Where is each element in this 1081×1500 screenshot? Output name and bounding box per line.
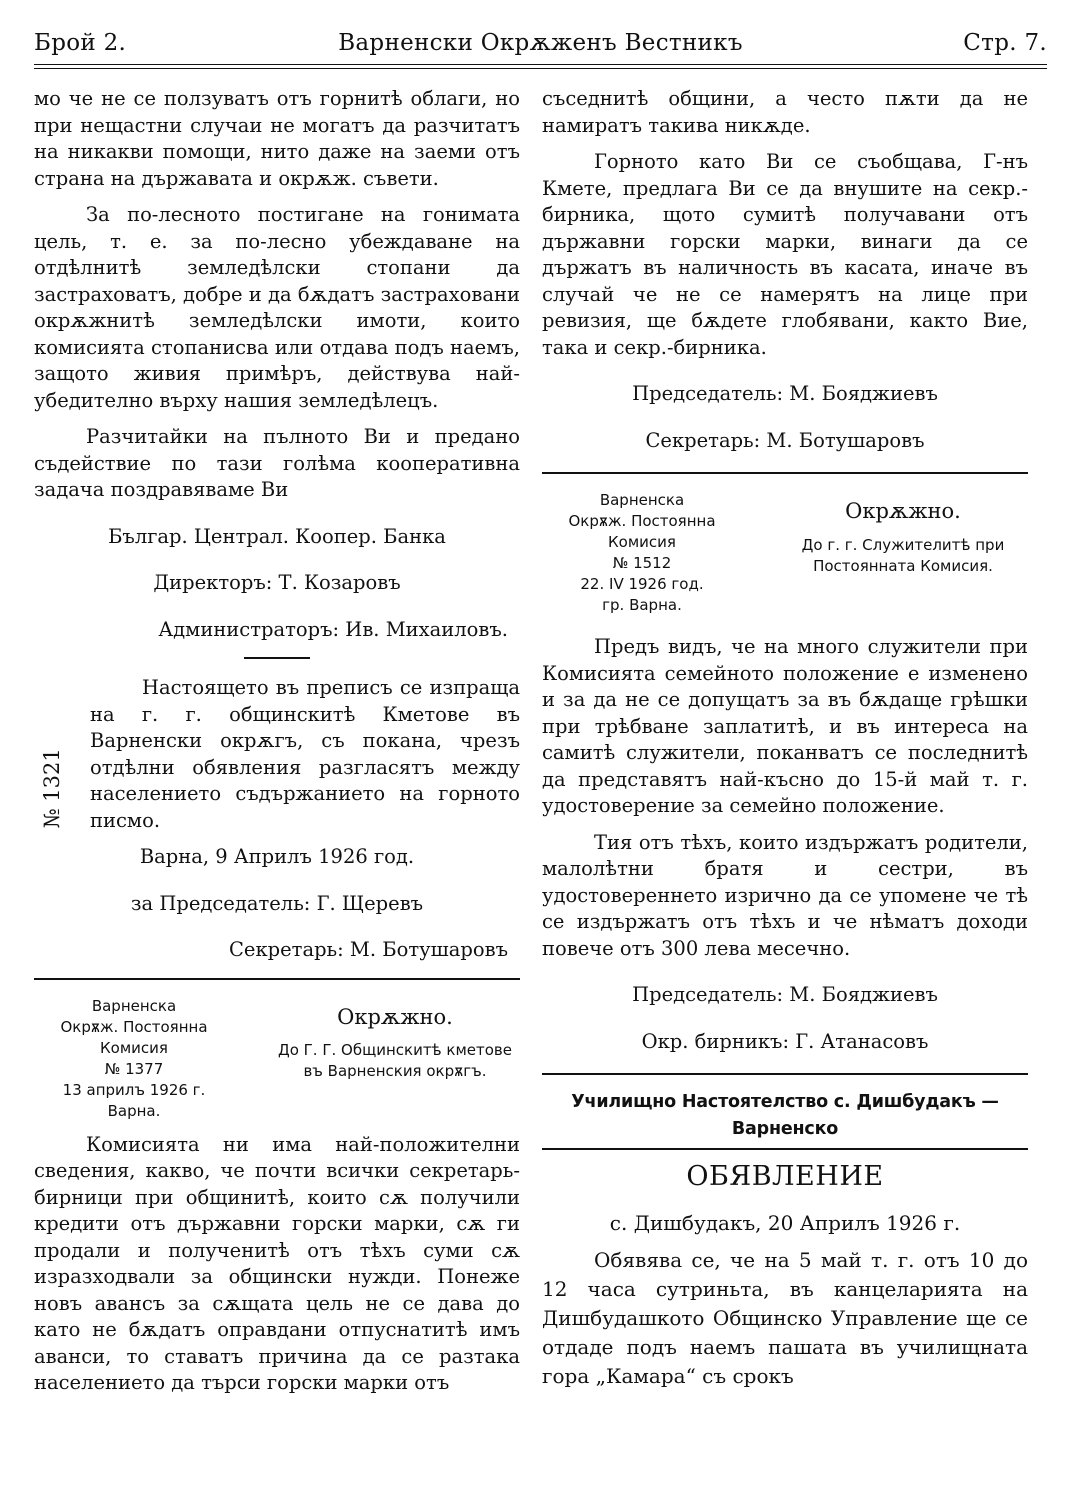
left-column <box>34 86 520 1397</box>
issuer-line: Комисия <box>608 533 676 551</box>
issuer-line: 13 априлъ 1926 г. <box>62 1080 206 1099</box>
paragraph: За по-лесното постигане на гонимата цель, т. е. за по-лесно убеждаване на отдѣлнитѣ земледѣлски стопани да застраховатъ, добре и да бѫдатъ застраховани окрѫжнитѣ земледѣлски имоти, които комисията стопанисва или отдава подъ наемъ, защото живия примѣръ, действува най-убедително върху нашия земледѣлецъ. <box>34 203 520 412</box>
circular-title: Окрѫжно. <box>845 499 961 523</box>
paragraph: Тия отъ тѣхъ, които издържатъ родители, малолѣтни братя и сестри, въ удостовереннето изрично да се упомене че тѣ се издържатъ отъ тѣхъ и че нѣматъ доходи повече отъ 300 лева месечно. <box>542 830 1028 960</box>
issuer-line: 22. IV 1926 год. <box>580 575 704 593</box>
announcement-date: с. Дишбудакъ, 20 Априлъ 1926 г. <box>609 1210 961 1235</box>
issuer-line: № 1377 <box>104 1059 164 1078</box>
issuer-line: Комисия <box>100 1038 168 1057</box>
paragraph: Предъ видъ, че на много служители при Комисията семейното положение е изменено и за да не се допущатъ за въ бѫдаще грѣшки при трѣбване заплатитѣ, и въ интереса на самитѣ служители, поканватъ се последнитѣ да представятъ най-късно до 15-й май т. г. удостоверение за семейно положение. <box>542 635 1028 817</box>
circular-recipient: До г. г. Служителитѣ при Постоянната Комисия. <box>801 535 1005 575</box>
issuer-line: № 1512 <box>612 554 672 572</box>
circular-issuer <box>34 996 234 1122</box>
issue-number: Брой 2. <box>34 30 127 56</box>
page-header <box>34 30 1047 66</box>
issuer-line: Окрѫж. Постоянна <box>568 512 716 530</box>
newspaper-title: Варненски Окрѫженъ Вестникъ <box>338 30 743 56</box>
signature-secretary: Секретарь: М. Ботушаровъ <box>228 938 508 961</box>
issuer-line: гр. Варна. <box>602 596 682 614</box>
circular-title: Окрѫжно. <box>337 1004 453 1029</box>
signature-director: Директоръ: Т. Козаровъ <box>153 571 401 594</box>
circular-addressee <box>778 490 1028 616</box>
section-divider <box>542 1073 1028 1075</box>
notice-number <box>32 713 72 863</box>
signature-administrator: Администраторъ: Ив. Михаиловъ. <box>158 617 508 641</box>
announcement-title: ОБЯВЛЕНИЕ <box>686 1161 884 1192</box>
section-divider <box>34 978 520 980</box>
header-rule-secondary <box>34 68 1047 69</box>
issuer-line: Варна. <box>107 1101 161 1120</box>
issuer-line: Варненска <box>91 996 177 1015</box>
header-rule <box>34 64 1047 65</box>
notice-block <box>34 675 520 834</box>
signature-collector: Окр. бирникъ: Г. Атанасовъ <box>641 1029 929 1053</box>
paragraph: Разчитайки на пълното Ви и предано съдействие по тази голѣма кооперативна задача поздравяваме Ви <box>34 425 520 501</box>
signature-chair: Председатель: М. Бояджиевъ <box>632 382 938 405</box>
paragraph: Комисията ни има най-положителни сведения, какво, че почти всички секретарь-бирници при общинитѣ, които сѫ получили кредити отъ държавни горски марки, сѫ ги продали и полученитѣ отъ тѣхъ суми сѫ изразходвали за общински нужди. Понеже новъ авансъ за сѫщата цель не се дава до като не бѫдатъ оправдани отпуснатитѣ имъ аванси, то ставатъ причина да се разтака населението да търси горски марки отъ <box>34 1132 520 1394</box>
paragraph: Настоящето въ преписъ се изпраща на г. г. общинскитѣ Кметове въ Варненски окрѫгъ, съ покана, чрезъ отдѣлни обявления разгласятъ между населението съдържанието на горното писмо. <box>90 676 520 832</box>
right-column <box>542 86 1028 1391</box>
notice-date: Варна, 9 Априлъ 1926 год. <box>139 845 415 868</box>
paragraph: Обявява се, че на 5 май т. г. отъ 10 до 12 часа сутриньта, въ канцеларията на Дишбудашкото Общинско Управление ще се отдаде подъ наемъ пашата въ училищната гора „Камара“ съ срокъ <box>542 1247 1028 1388</box>
issuer-line: Окрѫж. Постоянна <box>60 1017 208 1036</box>
short-divider <box>244 657 310 659</box>
issuer-line: Варненска <box>599 491 685 509</box>
paragraph: съседнитѣ общини, а често пѫти да не намиратъ такива никѫде. <box>542 87 1028 137</box>
signature-chair: Председатель: М. Бояджиевъ <box>632 983 938 1006</box>
page-number: Стр. 7. <box>963 30 1047 56</box>
circular-heading <box>542 490 1028 616</box>
circular-issuer <box>542 490 742 616</box>
paragraph: мо че не се ползуватъ отъ горнитѣ облаги, но при нещастни случаи не могатъ да разчитатъ на никакви помощи, нито даже на заеми отъ страна на държавата и окрѫж. съвети. <box>34 87 520 190</box>
school-board-header: Училищно Настоятелство с. Дишбудакъ — Варненско <box>571 1092 999 1139</box>
notice-number-text: № 1321 <box>39 748 64 828</box>
signature-chair: за Председатель: Г. Щеревъ <box>130 891 424 915</box>
circular-heading <box>34 996 520 1122</box>
circular-recipient: До Г. Г. Общинскитѣ кметове въ Варненския окрѫгъ. <box>277 1041 512 1080</box>
section-divider <box>542 472 1028 474</box>
signature-secretary: Секретарь: М. Ботушаровъ <box>645 428 925 452</box>
section-divider <box>542 1148 1028 1150</box>
signature-bank: Българ. Централ. Коопер. Банка <box>108 524 446 548</box>
circular-addressee <box>270 996 520 1122</box>
paragraph: Горното като Ви се съобщава, Г-нъ Кмете, предлага Ви се да внушите на секр.-бирника, щото сумитѣ получавани отъ държавни горски марки, винаги да се държатъ въ наличность въ касата, иначе въ случай че не се намерятъ на лице при ревизия, ще бѫдете глобявани, както Вие, така и секр.-бирника. <box>542 150 1028 359</box>
